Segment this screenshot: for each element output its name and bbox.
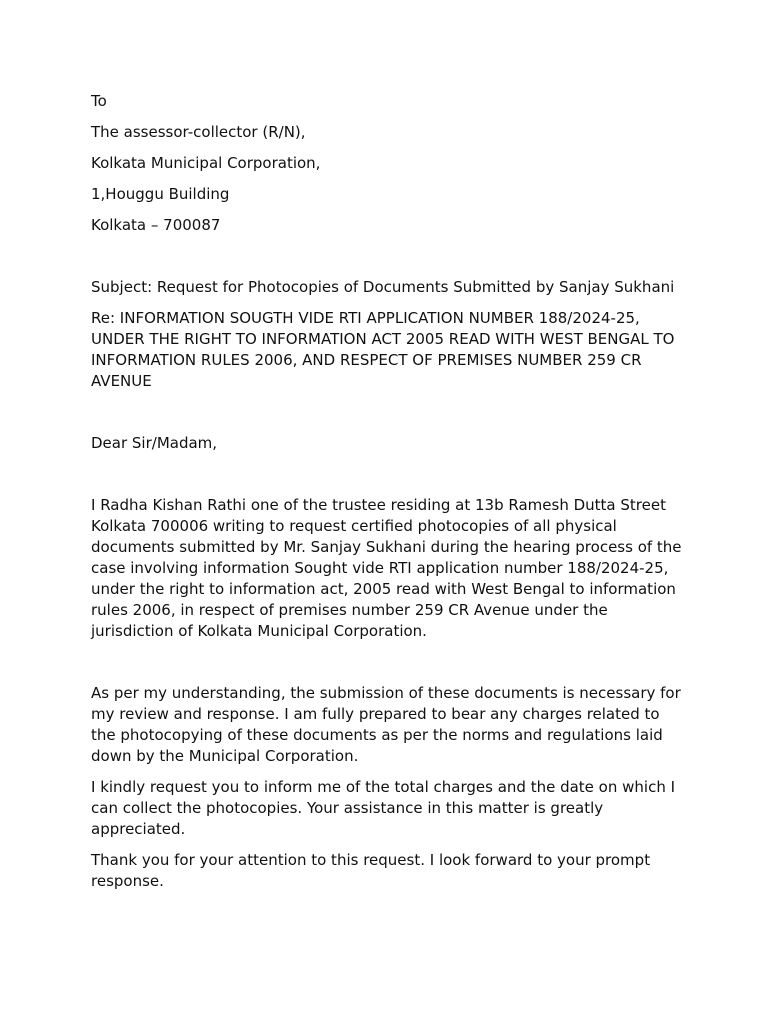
recipient-building: 1,Houggu Building <box>91 185 230 203</box>
body-paragraph: As per my understanding, the submission of these documents is necessary for my review and response. I am fully prepared to bear any charges related to the photocopying of these documents as per the norms and regulations laid down by the Municipal Corporation. <box>91 684 681 765</box>
recipient-designation: The assessor-collector (R/N), <box>91 123 306 141</box>
body-paragraph: I kindly request you to inform me of the total charges and the date on which I can collect the photocopies. Your assistance in this matter is greatly appreciated. <box>91 778 676 838</box>
recipient-to: To <box>91 92 107 110</box>
salutation: Dear Sir/Madam, <box>91 434 218 452</box>
closing-paragraph: Thank you for your attention to this request. I look forward to your prompt response. <box>91 851 651 890</box>
recipient-city: Kolkata – 700087 <box>91 216 221 234</box>
blank-line <box>91 402 686 433</box>
blank-line <box>91 652 686 683</box>
blank-line <box>91 246 686 277</box>
blank-line <box>91 464 686 495</box>
recipient-organization: Kolkata Municipal Corporation, <box>91 154 321 172</box>
subject-line: Subject: Request for Photocopies of Documents Submitted by Sanjay Sukhani <box>91 278 675 296</box>
body-paragraph: I Radha Kishan Rathi one of the trustee residing at 13b Ramesh Dutta Street Kolkata 700006 writing to request certified photocopies of all physical documents submitted by Mr. Sanjay Sukhani during the hearing process of the case involving information Sought vide RTI application number 188/2024-25, under the right to information act, 2005 read with West Bengal to information rules 2006, in respect of premises number 259 CR Avenue under the jurisdiction of Kolkata Municipal Corporation. <box>91 496 682 640</box>
letter-page <box>91 91 686 902</box>
reference-line: Re: INFORMATION SOUGTH VIDE RTI APPLICATION NUMBER 188/2024-25, UNDER THE RIGHT TO INFORMATION ACT 2005 READ WITH WEST BENGAL TO INFORMATION RULES 2006, AND RESPECT OF PREMISES NUMBER 259 CR AVENUE <box>91 309 675 390</box>
